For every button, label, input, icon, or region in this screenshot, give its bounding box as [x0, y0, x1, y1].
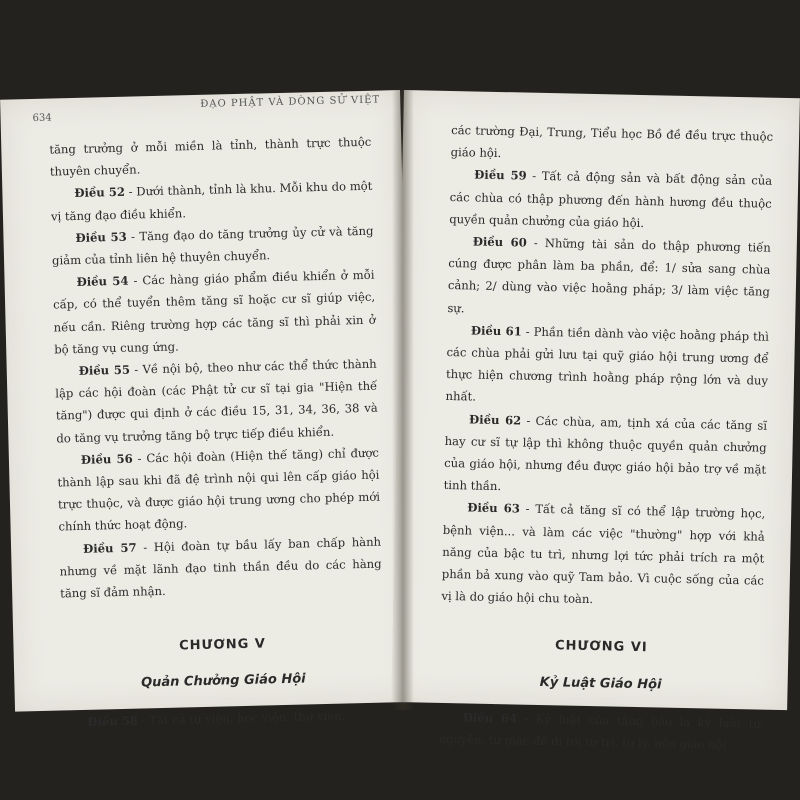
article [441, 496, 765, 614]
chapter-title: Quản Chưởng Giáo Hội [140, 671, 306, 691]
article [438, 706, 761, 757]
left-page [0, 90, 415, 729]
article-label: Điều 54 [76, 273, 129, 290]
article-label: Điều 61 [470, 323, 522, 339]
article-text: - Hội đoàn tự bầu lấy ban chấp hành nhưng về mặt lãnh đạo tinh thần đều do các hàng tăng sĩ đảm nhận. [59, 534, 382, 601]
article [443, 408, 767, 504]
running-head: ĐẠO PHẬT VÀ DÒNG SỬ VIỆT [200, 94, 381, 110]
article-text: - Tất cả động sản và bất động sản của các chùa có thập phương đến hành hương đều thuộc quyền quản chưởng của giáo hội. [449, 168, 773, 230]
article [51, 220, 374, 272]
article [57, 441, 381, 538]
article-label: Điều 55 [78, 362, 131, 378]
article-label: Điều 62 [468, 412, 522, 428]
article [445, 319, 769, 415]
article-text: - Tất cả tăng sĩ có thể lập trường học, bệnh viện... và làm các việc "thường" hợp với khả năng của bậc tu trì, nhưng lợi tức phải trích ra một phần bả xung vào quỹ Tam bảo. Vì cuộc sống của các vị là do giáo hội chu toàn. [441, 501, 766, 607]
article-label: Điều 58 [87, 713, 139, 729]
article-text: - Các chùa, am, tịnh xá của các tăng sĩ hay cư sĩ tự lập thì không thuộc quyền quản chưởng của giáo hội, nhưng đều được giáo hội bảo trợ về mặt tinh thần. [443, 413, 768, 494]
article [52, 264, 376, 361]
article-text: - Những tài sản do thập phương tiến cúng được phân làm ba phần, để: 1/ sửa sang chùa cảnh; 2/ dùng vào việc hoằng pháp; 3/ làm việc tăng sự. [447, 235, 771, 315]
article-label: Điều 60 [472, 234, 527, 250]
article [50, 175, 373, 227]
article-text: - Tăng đạo do tăng trưởng ủy cử và tăng giảm của tỉnh liên hệ thuyên chuyển. [51, 223, 374, 268]
article-label: Điều 63 [467, 500, 520, 516]
paragraph: tăng trưởng ở mỗi miền là tỉnh, thành trực thuộc thuyên chuyển. [49, 134, 372, 179]
chapter-heading: CHƯƠNG VI [554, 638, 648, 656]
article-text: - Về nội bộ, theo như các thể thức thành lập các hội đoàn (các Phật tử cư sĩ tại gia "Hiện thế tăng") được qui định ở các điều 15, 31, 34, 36, 38 và do tăng vụ trưởng tăng bộ trực tiếp điều khiển. [55, 356, 378, 446]
article [55, 353, 379, 450]
page-number: 634 [32, 112, 52, 124]
right-page [391, 90, 800, 752]
article-text: - Phần tiền dành vào việc hoằng pháp thì các chùa phải gửi lưu tại quỹ giáo hội trung ương để thực hiện chương trình hoằng pháp rộng lớn và duy nhất. [445, 324, 770, 405]
article [59, 530, 383, 604]
article-text: - Các hội đoàn (Hiện thế tăng) chỉ được thành lập sau khi đã đệ trình nội qui lên cấp giáo hội trực thuộc, và được giáo hội trung ương cho phép mới chính thức hoạt động. [57, 445, 381, 534]
article-text: - Tất cả tự viện, học viện, thư viện, [137, 708, 346, 728]
article-text: - Các hàng giáo phẩm điều khiển ở mỗi cấp, có thể tuyển thêm tăng sĩ hoặc cư sĩ giúp việc, nếu cần. Riêng trường hợp các tăng sĩ thì phải xin ở bộ tăng vụ cung ứng. [52, 267, 376, 357]
book-gutter [392, 90, 414, 710]
left-page-text [49, 131, 385, 734]
article-text: - Kỷ luật của tăng bảo là kỷ luật tự nguyện, tự giác để đi tới tự tri, tự lý, nên giáo hội [438, 711, 761, 752]
article-label: Điều 56 [80, 451, 133, 467]
right-page-text [438, 119, 773, 757]
article-label: Điều 59 [474, 167, 527, 183]
chapter-title: Kỷ Luật Giáo Hội [539, 674, 662, 693]
article-label: Điều 64 [462, 710, 518, 726]
article [63, 703, 385, 733]
article [449, 163, 772, 236]
article-text: - Dưới thành, tỉnh là khu. Mỗi khu do một vị tăng đạo điều khiển. [50, 179, 373, 224]
article-label: Điều 53 [75, 229, 127, 245]
article-label: Điều 57 [82, 540, 137, 556]
article [447, 230, 771, 326]
paragraph: các trường Đại, Trung, Tiểu học Bồ đề đều trực thuộc giáo hội. [450, 122, 774, 161]
chapter-heading: CHƯƠNG V [178, 636, 267, 654]
article-label: Điều 52 [74, 185, 126, 201]
